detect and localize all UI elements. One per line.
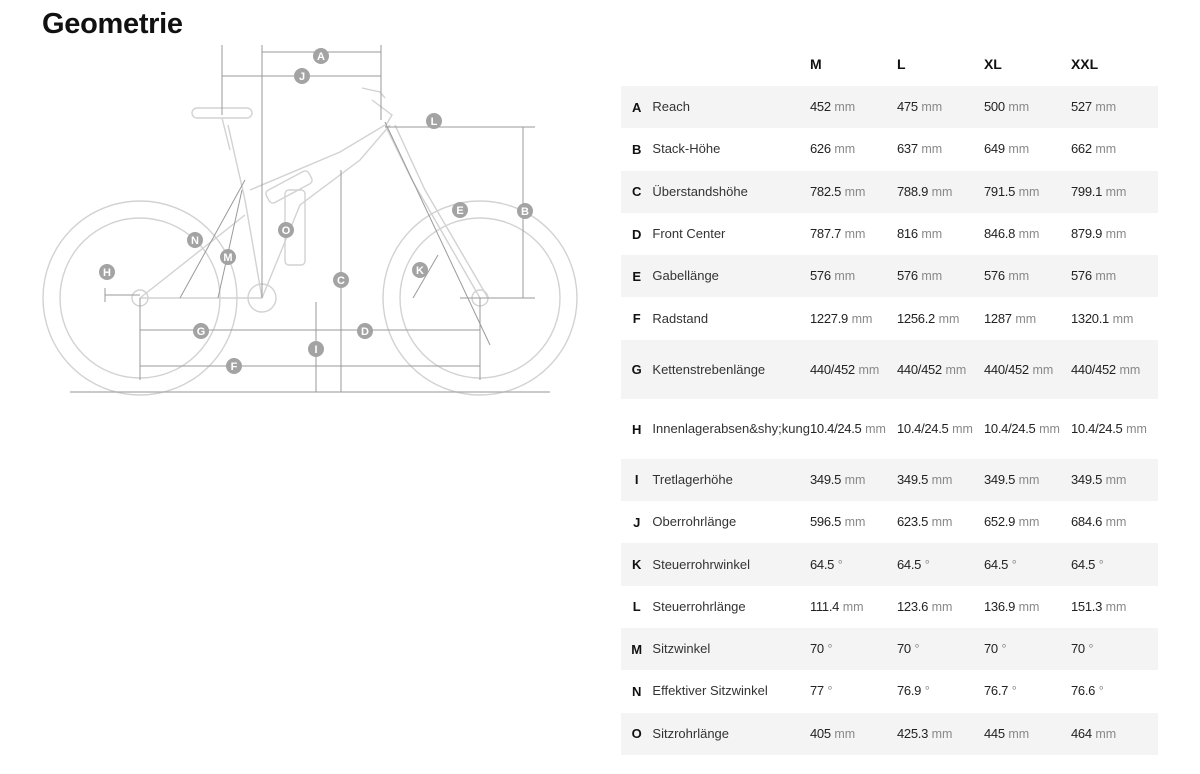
- row-value-cell: [984, 628, 1071, 670]
- badge-E: [452, 202, 468, 218]
- value-unit: mm: [952, 422, 973, 437]
- badge-label-h: H: [103, 267, 111, 279]
- value-number: 440/452: [1070, 361, 1116, 377]
- fork-lower: [395, 125, 488, 298]
- row-value-cell: [984, 128, 1071, 170]
- value-unit: mm: [844, 184, 866, 199]
- row-name: Stack-Höhe: [652, 141, 721, 157]
- value-number: 626: [809, 141, 831, 157]
- row-value-cell: [897, 213, 984, 255]
- value-number: 425.3: [896, 725, 929, 741]
- value-number: 151.3: [1070, 598, 1103, 614]
- value-number: 1256.2: [896, 310, 935, 326]
- row-value-cell: [810, 628, 897, 670]
- value-unit: mm: [834, 269, 856, 284]
- value-unit: mm: [844, 515, 866, 530]
- badge-J: [294, 68, 310, 84]
- row-value-cell: [810, 399, 897, 459]
- row-value-cell: [810, 86, 897, 128]
- badge-I: [308, 341, 324, 357]
- row-value-cell: [1071, 128, 1158, 170]
- value-number: 527: [1070, 99, 1092, 115]
- badge-N: [187, 232, 203, 248]
- value-unit: mm: [931, 726, 953, 741]
- row-value-cell: [897, 586, 984, 628]
- badge-label-k: K: [416, 265, 424, 277]
- value-number: 788.9: [896, 183, 929, 199]
- badge-M: [220, 249, 236, 265]
- row-letter: J: [633, 514, 641, 530]
- badge-D: [357, 323, 373, 339]
- value-unit: mm: [921, 100, 943, 115]
- value-unit: mm: [844, 227, 866, 242]
- row-value-cell: [1071, 340, 1158, 400]
- badge-label-g: G: [196, 326, 206, 338]
- value-number: 440/452: [809, 361, 855, 377]
- value-unit: mm: [834, 142, 856, 157]
- value-number: 10.4/24.5: [983, 421, 1036, 437]
- value-number: 452: [809, 99, 831, 115]
- row-value-cell: [984, 543, 1071, 585]
- value-unit: mm: [1105, 599, 1127, 614]
- value-unit: mm: [1015, 311, 1037, 326]
- row-value-cell: [1071, 543, 1158, 585]
- badge-C: [333, 272, 349, 288]
- row-letter: G: [631, 362, 642, 378]
- value-unit: mm: [921, 142, 943, 157]
- value-number: 64.5: [896, 556, 922, 572]
- table-row: [621, 86, 1158, 128]
- badge-label-i: I: [314, 344, 318, 356]
- badge-label-b: B: [521, 206, 529, 218]
- value-number: 10.4/24.5: [809, 421, 862, 437]
- badge-K: [412, 262, 428, 278]
- table-row: [621, 543, 1158, 585]
- value-unit: mm: [1119, 362, 1141, 377]
- table-row: [621, 670, 1158, 712]
- row-value-cell: [1071, 713, 1158, 755]
- badge-G: [193, 323, 209, 339]
- badge-L: [426, 113, 442, 129]
- row-value-cell: [1071, 586, 1158, 628]
- row-name: Tretlagerhöhe: [652, 471, 733, 487]
- row-value-cell: [1071, 459, 1158, 501]
- value-unit: mm: [1126, 422, 1147, 437]
- value-unit: mm: [834, 726, 856, 741]
- row-name: Überstandshöhe: [652, 183, 748, 199]
- table-row: [621, 586, 1158, 628]
- row-value-cell: [984, 255, 1071, 297]
- row-letter: O: [631, 726, 642, 742]
- row-value-cell: [1071, 255, 1158, 297]
- row-name: Innenlagerabsen&shy;kung: [652, 421, 810, 437]
- value-number: 1320.1: [1070, 310, 1109, 326]
- badge-label-o: O: [281, 225, 291, 237]
- value-unit: mm: [1018, 472, 1040, 487]
- row-name: Sitzrohrlänge: [652, 725, 730, 741]
- value-unit: mm: [931, 599, 953, 614]
- badge-H: [99, 264, 115, 280]
- value-unit: °: [827, 642, 833, 657]
- value-unit: mm: [1008, 100, 1030, 115]
- value-number: 576: [809, 268, 831, 284]
- value-number: 77: [809, 683, 824, 699]
- table-row: [621, 128, 1158, 170]
- row-name: Kettenstrebenlänge: [652, 361, 766, 377]
- table-row: [621, 628, 1158, 670]
- value-number: 405: [809, 725, 831, 741]
- row-letter: M: [631, 641, 643, 657]
- badge-O: [278, 222, 294, 238]
- value-number: 64.5: [1070, 556, 1096, 572]
- value-number: 70: [983, 641, 998, 657]
- row-name: Sitzwinkel: [652, 641, 711, 657]
- value-unit: mm: [945, 362, 967, 377]
- value-number: 791.5: [983, 183, 1016, 199]
- row-value-cell: [810, 171, 897, 213]
- header-spacer: [621, 42, 652, 86]
- value-number: 576: [1070, 268, 1092, 284]
- value-unit: °: [1011, 557, 1017, 572]
- value-number: 623.5: [896, 514, 929, 530]
- row-value-cell: [810, 670, 897, 712]
- row-value-cell: [984, 586, 1071, 628]
- stem: [372, 100, 392, 125]
- row-value-cell: [984, 399, 1071, 459]
- table-row: [621, 713, 1158, 755]
- value-number: 10.4/24.5: [1070, 421, 1123, 437]
- row-value-cell: [897, 670, 984, 712]
- value-unit: °: [1098, 557, 1104, 572]
- value-number: 349.5: [983, 471, 1016, 487]
- value-number: 500: [983, 99, 1005, 115]
- value-unit: mm: [1018, 227, 1040, 242]
- value-number: 787.7: [809, 226, 842, 242]
- value-number: 349.5: [896, 471, 929, 487]
- row-value-cell: [1071, 213, 1158, 255]
- top-tube: [250, 125, 385, 190]
- row-value-cell: [1071, 670, 1158, 712]
- row-letter: L: [632, 599, 641, 615]
- value-number: 1227.9: [809, 310, 848, 326]
- row-letter: C: [632, 184, 642, 200]
- row-value-cell: [810, 128, 897, 170]
- value-number: 440/452: [896, 361, 942, 377]
- value-unit: mm: [1018, 599, 1040, 614]
- row-value-cell: [1071, 501, 1158, 543]
- value-unit: mm: [858, 362, 880, 377]
- value-number: 76.7: [983, 683, 1009, 699]
- value-unit: mm: [851, 311, 873, 326]
- value-unit: mm: [844, 472, 866, 487]
- value-number: 76.6: [1070, 683, 1096, 699]
- value-number: 70: [809, 641, 824, 657]
- badge-label-j: J: [298, 71, 306, 83]
- value-number: 464: [1070, 725, 1092, 741]
- badge-label-l: L: [430, 116, 438, 128]
- value-number: 475: [896, 99, 918, 115]
- value-number: 70: [1070, 641, 1085, 657]
- row-name: Reach: [652, 99, 690, 115]
- value-unit: mm: [938, 311, 960, 326]
- size-header: L: [896, 56, 906, 72]
- value-unit: mm: [1032, 362, 1054, 377]
- row-value-cell: [984, 86, 1071, 128]
- value-unit: °: [1001, 642, 1007, 657]
- badge-B: [517, 203, 533, 219]
- value-unit: mm: [1018, 515, 1040, 530]
- table-row: [621, 213, 1158, 255]
- table-row: [621, 459, 1158, 501]
- value-unit: mm: [842, 599, 864, 614]
- row-value-cell: [984, 171, 1071, 213]
- value-unit: mm: [1095, 726, 1117, 741]
- value-number: 111.4: [809, 598, 840, 614]
- row-name: Steuerrohrlänge: [652, 598, 746, 614]
- row-name: Gabellänge: [652, 268, 719, 284]
- row-value-cell: [1071, 297, 1158, 339]
- value-unit: °: [827, 684, 833, 699]
- size-header: XL: [983, 56, 1002, 72]
- row-letter: E: [632, 268, 642, 284]
- value-number: 846.8: [983, 226, 1016, 242]
- size-header: M: [809, 56, 822, 72]
- value-number: 637: [896, 141, 918, 157]
- seat-post: [222, 118, 230, 150]
- value-number: 349.5: [809, 471, 842, 487]
- value-unit: mm: [1105, 472, 1127, 487]
- value-unit: mm: [931, 515, 953, 530]
- value-number: 1287: [983, 310, 1012, 326]
- value-unit: mm: [921, 227, 943, 242]
- row-value-cell: [897, 297, 984, 339]
- badge-label-n: N: [191, 235, 199, 247]
- header-spacer: [652, 42, 810, 86]
- value-number: 64.5: [983, 556, 1009, 572]
- geometry-table: [621, 42, 1158, 755]
- down-tube: [262, 125, 390, 298]
- value-unit: mm: [1112, 311, 1134, 326]
- row-value-cell: [810, 459, 897, 501]
- value-unit: mm: [1039, 422, 1060, 437]
- row-letter: N: [632, 683, 642, 699]
- handlebar: [362, 88, 385, 98]
- value-number: 349.5: [1070, 471, 1103, 487]
- table-row: [621, 255, 1158, 297]
- row-value-cell: [810, 213, 897, 255]
- row-value-cell: [984, 213, 1071, 255]
- row-value-cell: [1071, 171, 1158, 213]
- value-unit: mm: [1105, 227, 1127, 242]
- row-name: Front Center: [652, 226, 726, 242]
- value-unit: °: [1011, 684, 1017, 699]
- value-unit: mm: [1105, 515, 1127, 530]
- size-header-row: [621, 42, 1158, 86]
- row-value-cell: [810, 543, 897, 585]
- row-value-cell: [810, 586, 897, 628]
- value-unit: °: [1098, 684, 1104, 699]
- value-number: 64.5: [809, 556, 835, 572]
- row-value-cell: [810, 297, 897, 339]
- row-name: Radstand: [652, 310, 709, 326]
- row-value-cell: [984, 459, 1071, 501]
- row-value-cell: [1071, 399, 1158, 459]
- page-title: Geometrie: [42, 8, 183, 40]
- row-letter: K: [632, 557, 642, 573]
- value-number: 652.9: [983, 514, 1016, 530]
- value-number: 76.9: [896, 683, 922, 699]
- shock: [265, 170, 314, 205]
- row-value-cell: [810, 255, 897, 297]
- value-unit: mm: [834, 100, 856, 115]
- value-unit: °: [837, 557, 843, 572]
- badge-label-f: F: [230, 361, 238, 373]
- row-letter: A: [632, 99, 642, 115]
- row-value-cell: [897, 340, 984, 400]
- value-number: 782.5: [809, 183, 842, 199]
- table-row: [621, 501, 1158, 543]
- value-number: 816: [896, 226, 918, 242]
- row-value-cell: [897, 628, 984, 670]
- value-number: 799.1: [1070, 183, 1103, 199]
- value-number: 576: [983, 268, 1005, 284]
- value-unit: mm: [1008, 142, 1030, 157]
- badge-label-m: M: [223, 252, 233, 264]
- row-value-cell: [897, 713, 984, 755]
- table-row: [621, 171, 1158, 213]
- table-row: [621, 297, 1158, 339]
- value-unit: °: [924, 684, 930, 699]
- row-value-cell: [984, 501, 1071, 543]
- value-number: 879.9: [1070, 226, 1103, 242]
- badge-label-d: D: [361, 326, 369, 338]
- row-value-cell: [984, 713, 1071, 755]
- value-number: 440/452: [983, 361, 1029, 377]
- badge-label-a: A: [317, 51, 325, 63]
- badge-label-e: E: [456, 205, 464, 217]
- row-value-cell: [897, 399, 984, 459]
- value-unit: mm: [1018, 184, 1040, 199]
- badge-label-c: C: [337, 275, 345, 287]
- value-number: 445: [983, 725, 1005, 741]
- row-letter: F: [632, 311, 641, 327]
- row-name: Oberrohrlänge: [652, 514, 737, 530]
- value-number: 576: [896, 268, 918, 284]
- row-value-cell: [810, 501, 897, 543]
- value-number: 10.4/24.5: [896, 421, 949, 437]
- value-unit: mm: [931, 472, 953, 487]
- value-unit: mm: [1095, 269, 1117, 284]
- value-unit: mm: [1095, 142, 1117, 157]
- row-value-cell: [1071, 628, 1158, 670]
- value-number: 596.5: [809, 514, 842, 530]
- value-unit: mm: [1105, 184, 1127, 199]
- row-letter: D: [632, 226, 642, 242]
- bike-geometry-diagram: [40, 40, 590, 400]
- value-number: 70: [896, 641, 911, 657]
- size-header: XXL: [1070, 56, 1099, 72]
- badge-A: [313, 48, 329, 64]
- value-number: 136.9: [983, 598, 1016, 614]
- value-number: 662: [1070, 141, 1092, 157]
- row-value-cell: [897, 128, 984, 170]
- table-row: [621, 399, 1158, 459]
- value-unit: mm: [1008, 269, 1030, 284]
- row-value-cell: [897, 501, 984, 543]
- row-value-cell: [810, 340, 897, 400]
- row-value-cell: [984, 670, 1071, 712]
- row-name: Effektiver Sitzwinkel: [652, 683, 768, 699]
- value-number: 684.6: [1070, 514, 1103, 530]
- row-letter: H: [632, 421, 642, 437]
- value-number: 123.6: [896, 598, 929, 614]
- row-value-cell: [984, 340, 1071, 400]
- value-unit: °: [1088, 642, 1094, 657]
- value-unit: mm: [1008, 726, 1030, 741]
- value-unit: mm: [865, 422, 886, 437]
- row-letter: I: [634, 472, 639, 488]
- row-value-cell: [810, 713, 897, 755]
- value-unit: °: [914, 642, 920, 657]
- badge-F: [226, 358, 242, 374]
- row-value-cell: [897, 86, 984, 128]
- row-letter: B: [632, 141, 642, 157]
- row-value-cell: [897, 255, 984, 297]
- value-number: 649: [983, 141, 1005, 157]
- row-value-cell: [1071, 86, 1158, 128]
- row-value-cell: [984, 297, 1071, 339]
- value-unit: mm: [921, 269, 943, 284]
- row-value-cell: [897, 171, 984, 213]
- value-unit: mm: [1095, 100, 1117, 115]
- value-unit: °: [924, 557, 930, 572]
- row-value-cell: [897, 543, 984, 585]
- value-unit: mm: [931, 184, 953, 199]
- table-row: [621, 340, 1158, 400]
- row-value-cell: [897, 459, 984, 501]
- row-name: Steuerrohrwinkel: [652, 556, 750, 572]
